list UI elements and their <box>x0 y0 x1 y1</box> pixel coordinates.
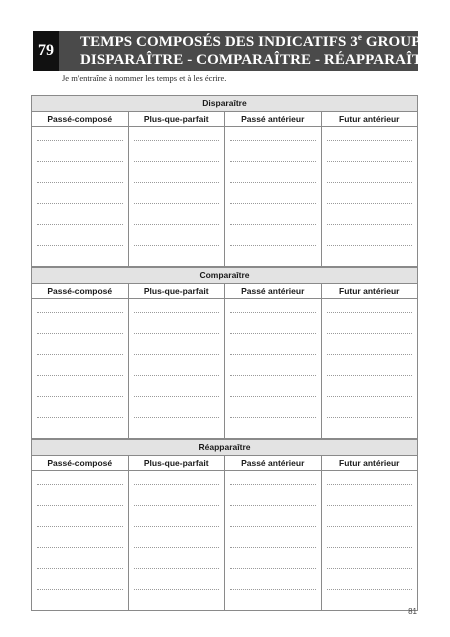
writing-line[interactable] <box>134 589 220 590</box>
writing-line[interactable] <box>327 182 413 183</box>
writing-line[interactable] <box>230 203 316 204</box>
title-line-2: DISPARAÎTRE - COMPARAÎTRE - RÉAPPARAÎTRE <box>80 52 444 68</box>
writing-line[interactable] <box>230 526 316 527</box>
section-title: Disparaître <box>32 96 417 112</box>
writing-line[interactable] <box>134 312 220 313</box>
writing-line[interactable] <box>37 161 123 162</box>
column-header-passe-anterieur: Passé antérieur <box>224 456 321 470</box>
writing-line[interactable] <box>230 224 316 225</box>
writing-line[interactable] <box>134 375 220 376</box>
column-headers <box>32 112 417 127</box>
title-line-1-main: TEMPS COMPOSÉS DES INDICATIFS 3 <box>80 34 358 50</box>
writing-line[interactable] <box>327 161 413 162</box>
column-header-passe-compose: Passé-composé <box>47 458 113 468</box>
writing-line[interactable] <box>327 568 413 569</box>
writing-line[interactable] <box>230 547 316 548</box>
section-disparaitre <box>31 95 418 267</box>
writing-line[interactable] <box>134 182 220 183</box>
writing-line[interactable] <box>230 182 316 183</box>
writing-column <box>32 471 128 610</box>
writing-line[interactable] <box>230 505 316 506</box>
writing-line[interactable] <box>327 526 413 527</box>
writing-line[interactable] <box>327 417 413 418</box>
writing-line[interactable] <box>230 245 316 246</box>
writing-line[interactable] <box>230 354 316 355</box>
writing-line[interactable] <box>37 333 123 334</box>
writing-line[interactable] <box>37 484 123 485</box>
column-header-passe-anterieur: Passé antérieur <box>224 112 321 126</box>
writing-line[interactable] <box>37 396 123 397</box>
writing-line[interactable] <box>134 484 220 485</box>
writing-line[interactable] <box>230 375 316 376</box>
writing-line[interactable] <box>134 396 220 397</box>
column-header-passe-compose: Passé-composé <box>47 114 113 124</box>
writing-line[interactable] <box>327 375 413 376</box>
writing-line[interactable] <box>327 224 413 225</box>
writing-line[interactable] <box>37 417 123 418</box>
writing-line[interactable] <box>230 161 316 162</box>
writing-line[interactable] <box>37 224 123 225</box>
writing-line[interactable] <box>134 568 220 569</box>
writing-line[interactable] <box>37 375 123 376</box>
instruction-text: Je m'entraîne à nommer les temps et à les écrire. <box>62 73 227 83</box>
column-header-passe-anterieur: Passé antérieur <box>224 284 321 298</box>
writing-line[interactable] <box>37 140 123 141</box>
writing-line[interactable] <box>230 417 316 418</box>
writing-area <box>32 299 417 438</box>
writing-line[interactable] <box>230 312 316 313</box>
section-title: Comparaître <box>32 268 417 284</box>
section-reapparaitre <box>31 439 418 611</box>
writing-line[interactable] <box>37 589 123 590</box>
writing-line[interactable] <box>37 203 123 204</box>
writing-column <box>128 299 225 438</box>
writing-column <box>128 471 225 610</box>
writing-column <box>321 127 418 266</box>
writing-line[interactable] <box>230 333 316 334</box>
section-comparaitre <box>31 267 418 439</box>
column-header-futur-anterieur: Futur antérieur <box>321 456 418 470</box>
writing-line[interactable] <box>230 396 316 397</box>
writing-line[interactable] <box>37 354 123 355</box>
writing-line[interactable] <box>37 245 123 246</box>
writing-line[interactable] <box>327 203 413 204</box>
writing-line[interactable] <box>230 140 316 141</box>
title-line-1 <box>80 32 431 51</box>
writing-column <box>224 127 321 266</box>
title-superscript: e <box>357 32 362 42</box>
column-header-futur-anterieur: Futur antérieur <box>321 112 418 126</box>
writing-column <box>224 299 321 438</box>
writing-line[interactable] <box>134 505 220 506</box>
writing-line[interactable] <box>230 568 316 569</box>
writing-line[interactable] <box>327 484 413 485</box>
section-title: Réapparaître <box>32 440 417 456</box>
writing-column <box>224 471 321 610</box>
writing-line[interactable] <box>327 589 413 590</box>
writing-line[interactable] <box>37 547 123 548</box>
column-header-plus-que-parfait: Plus-que-parfait <box>128 456 225 470</box>
writing-line[interactable] <box>134 526 220 527</box>
writing-column <box>32 299 128 438</box>
writing-line[interactable] <box>37 505 123 506</box>
writing-line[interactable] <box>134 417 220 418</box>
writing-line[interactable] <box>37 568 123 569</box>
writing-area <box>32 471 417 610</box>
column-header-plus-que-parfait: Plus-que-parfait <box>128 284 225 298</box>
writing-line[interactable] <box>134 203 220 204</box>
lesson-number: 79 <box>33 31 59 71</box>
writing-line[interactable] <box>134 224 220 225</box>
writing-line[interactable] <box>37 182 123 183</box>
writing-line[interactable] <box>327 140 413 141</box>
page-number: 81 <box>408 607 417 616</box>
column-headers <box>32 456 417 471</box>
writing-line[interactable] <box>327 396 413 397</box>
writing-line[interactable] <box>327 312 413 313</box>
writing-line[interactable] <box>37 526 123 527</box>
writing-line[interactable] <box>230 484 316 485</box>
column-header-plus-que-parfait: Plus-que-parfait <box>128 112 225 126</box>
writing-line[interactable] <box>134 161 220 162</box>
column-headers <box>32 284 417 299</box>
writing-line[interactable] <box>37 312 123 313</box>
writing-line[interactable] <box>134 140 220 141</box>
writing-column <box>321 471 418 610</box>
writing-line[interactable] <box>134 245 220 246</box>
title-line-1-end: GROUPE <box>361 34 431 50</box>
column-header-futur-anterieur: Futur antérieur <box>321 284 418 298</box>
writing-line[interactable] <box>230 589 316 590</box>
writing-line[interactable] <box>327 354 413 355</box>
writing-column <box>128 127 225 266</box>
writing-line[interactable] <box>134 354 220 355</box>
writing-line[interactable] <box>327 547 413 548</box>
writing-line[interactable] <box>327 333 413 334</box>
writing-column <box>321 299 418 438</box>
writing-column <box>32 127 128 266</box>
writing-line[interactable] <box>327 505 413 506</box>
writing-line[interactable] <box>327 245 413 246</box>
writing-line[interactable] <box>134 547 220 548</box>
writing-line[interactable] <box>134 333 220 334</box>
column-header-passe-compose: Passé-composé <box>47 286 113 296</box>
writing-area <box>32 127 417 266</box>
